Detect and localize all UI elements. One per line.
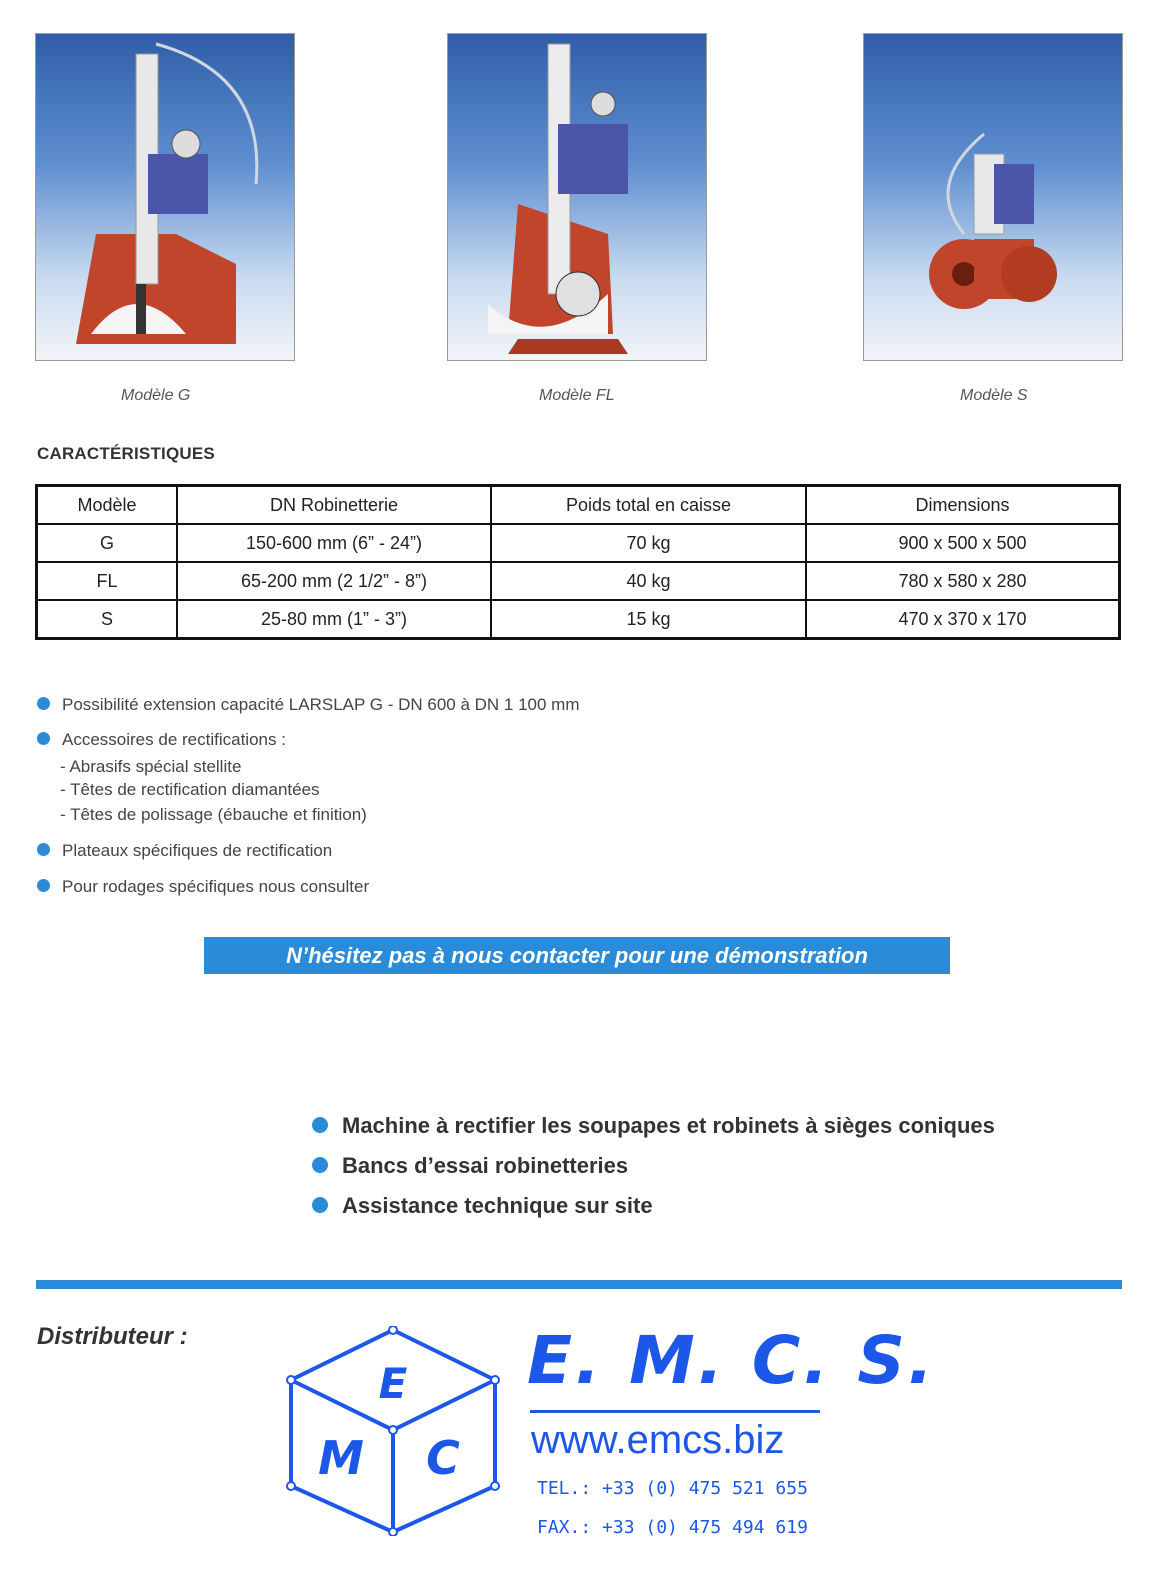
table-cell: G <box>37 524 178 562</box>
feature-item <box>37 841 332 861</box>
caption-model-g: Modèle G <box>121 387 191 404</box>
table-cell: 150-600 mm (6” - 24”) <box>177 524 491 562</box>
table-header-row <box>37 486 1120 525</box>
emc-cube-logo-icon <box>285 1326 501 1536</box>
feature-text: Possibilité extension capacité LARSLAP G - DN 600 à DN 1 100 mm <box>62 695 580 714</box>
service-item <box>312 1193 653 1219</box>
valve-fl-illustration <box>448 34 706 360</box>
website-link[interactable]: www.emcs.biz <box>531 1418 785 1462</box>
spec-table <box>35 484 1121 640</box>
logo-letter-c: C <box>426 1431 460 1485</box>
section-title: CARACTÉRISTIQUES <box>37 444 215 463</box>
feature-subitem: - Abrasifs spécial stellite <box>60 757 242 776</box>
caption-model-fl: Modèle FL <box>539 387 615 404</box>
table-row <box>37 524 1120 562</box>
service-item <box>312 1113 995 1139</box>
photo-model-s <box>863 33 1123 361</box>
table-cell: 25-80 mm (1” - 3”) <box>177 600 491 639</box>
table-cell: 40 kg <box>491 562 806 600</box>
feature-item <box>37 695 580 715</box>
feature-text: Pour rodages spécifiques nous consulter <box>62 877 370 896</box>
feature-text: Plateaux spécifiques de rectification <box>62 841 333 860</box>
logo-letter-m: M <box>318 1431 364 1485</box>
service-text: Bancs d’essai robinetteries <box>342 1153 629 1178</box>
photo-model-fl <box>447 33 707 361</box>
service-item <box>312 1153 628 1179</box>
brand-name: E. M. C. S. <box>527 1322 936 1399</box>
table-cell: 15 kg <box>491 600 806 639</box>
feature-subitem: - Têtes de rectification diamantées <box>60 780 320 799</box>
distributor-label: Distributeur : <box>37 1323 188 1350</box>
feature-text: Accessoires de rectifications : <box>62 730 286 749</box>
logo-letter-e: E <box>378 1359 408 1408</box>
table-row <box>37 600 1120 639</box>
header-cell: Dimensions <box>806 486 1120 525</box>
bullet-icon <box>312 1157 328 1173</box>
table-cell: 470 x 370 x 170 <box>806 600 1120 639</box>
header-cell: Modèle <box>37 486 178 525</box>
bullet-icon <box>312 1197 328 1213</box>
feature-item <box>37 877 369 897</box>
feature-subitem: - Têtes de polissage (ébauche et finition) <box>60 805 367 824</box>
bullet-icon <box>37 697 50 710</box>
table-cell: 900 x 500 x 500 <box>806 524 1120 562</box>
service-text: Assistance technique sur site <box>342 1193 653 1218</box>
table-cell: S <box>37 600 178 639</box>
bullet-icon <box>37 732 50 745</box>
caption-model-s: Modèle S <box>960 387 1028 404</box>
valve-s-illustration <box>864 34 1122 360</box>
table-cell: 65-200 mm (2 1/2” - 8”) <box>177 562 491 600</box>
photo-model-g <box>35 33 295 361</box>
divider <box>36 1280 1122 1289</box>
service-text: Machine à rectifier les soupapes et robinets à sièges coniques <box>342 1113 995 1138</box>
contact-banner: N’hésitez pas à nous contacter pour une démonstration <box>204 937 950 974</box>
feature-item <box>37 730 286 750</box>
bullet-icon <box>37 843 50 856</box>
table-cell: 70 kg <box>491 524 806 562</box>
header-cell: Poids total en caisse <box>491 486 806 525</box>
table-cell: 780 x 580 x 280 <box>806 562 1120 600</box>
table-cell: FL <box>37 562 178 600</box>
brand-underline <box>530 1410 820 1413</box>
fax-number: FAX.: +33 (0) 475 494 619 <box>537 1517 808 1538</box>
bullet-icon <box>37 879 50 892</box>
header-cell: DN Robinetterie <box>177 486 491 525</box>
table-row <box>37 562 1120 600</box>
bullet-icon <box>312 1117 328 1133</box>
valve-g-illustration <box>36 34 294 360</box>
phone-number: TEL.: +33 (0) 475 521 655 <box>537 1478 808 1499</box>
